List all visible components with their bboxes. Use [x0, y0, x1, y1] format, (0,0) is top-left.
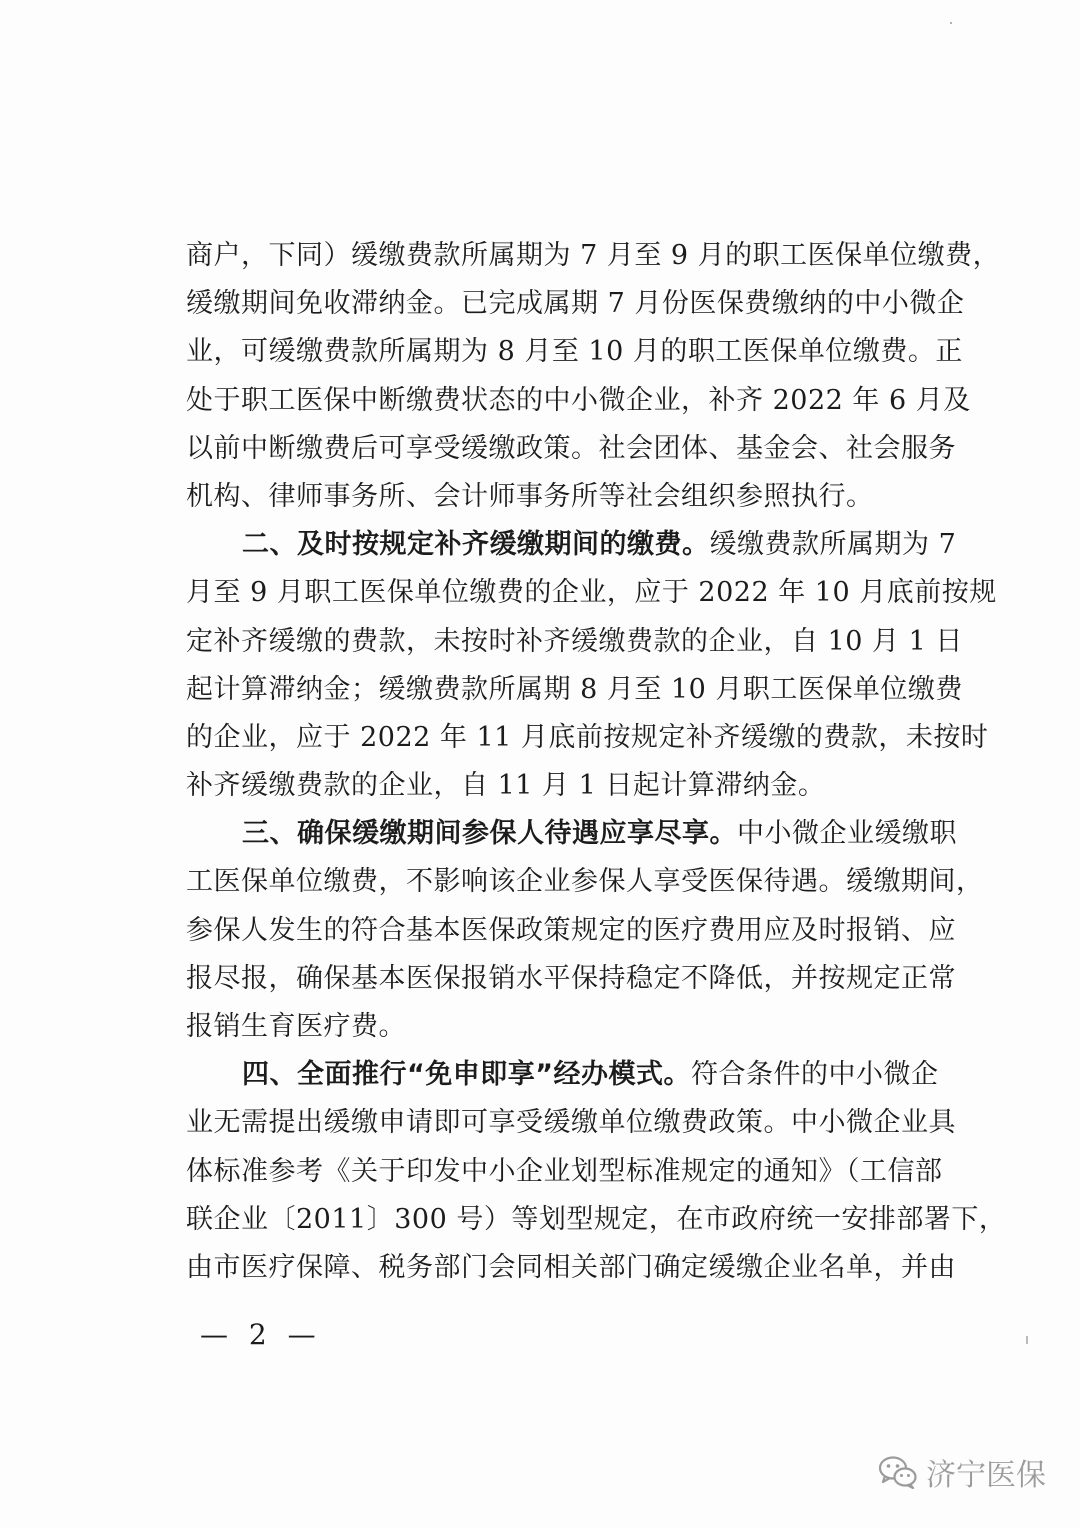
body-text: 业，可缓缴费款所属期为 8 月至 10 月的职工医保单位缴费。正 [186, 336, 963, 368]
text-line [186, 762, 938, 810]
body-text: 处于职工医保中断缴费状态的中小微企业，补齐 2022 年 6 月及 [186, 384, 971, 416]
watermark-text: 济宁医保 [926, 1458, 1046, 1493]
body-text: 工医保单位缴费，不影响该企业参保人享受医保待遇。缓缴期间， [186, 866, 984, 898]
section-heading: 三、确保缓缴期间参保人待遇应享尽享。 [242, 818, 737, 850]
body-text: 起计算滞纳金；缓缴费款所属期 8 月至 10 月职工医保单位缴费 [186, 673, 963, 705]
body-text: 商户，下同）缓缴费款所属期为 7 月至 9 月的职工医保单位缴费， [186, 240, 1001, 271]
scan-mark [1026, 1336, 1028, 1344]
body-text: 参保人发生的符合基本医保政策规定的医疗费用应及时报销、应 [186, 914, 956, 946]
body-text: 报销生育医疗费。 [186, 1011, 406, 1042]
body-text: 补齐缓缴费款的企业，自 11 月 1 日起计算滞纳金。 [186, 770, 826, 802]
text-line [186, 714, 989, 762]
text-line [186, 377, 971, 425]
text-line [186, 1099, 956, 1147]
body-text: 由市医疗保障、税务部门会同相关部门确定缓缴企业名单，并由 [186, 1251, 956, 1283]
body-text: 机构、律师事务所、会计师事务所等社会组织参照执行。 [186, 480, 874, 512]
text-line [186, 1003, 938, 1051]
text-line [186, 666, 963, 714]
text-line [186, 280, 965, 328]
text-line [186, 328, 963, 376]
body-text: 月至 9 月职工医保单位缴费的企业，应于 2022 年 10 月底前按规 [186, 577, 997, 609]
text-line [186, 858, 984, 906]
text-line [186, 1148, 943, 1196]
section-heading: 二、及时按规定补齐缓缴期间的缴费。 [242, 529, 710, 561]
body-text: 定补齐缓缴的费款，未按时补齐缓缴费款的企业，自 10 月 1 日 [186, 625, 963, 657]
text-line [186, 569, 997, 617]
text-line [186, 521, 957, 569]
text-line [186, 907, 956, 955]
section-heading: 四、全面推行“免申即享”经办模式。 [242, 1059, 691, 1091]
text-line [186, 1244, 956, 1292]
text-line [186, 232, 1001, 280]
body-text: 缓缴费款所属期为 7 [709, 529, 957, 561]
text-line [186, 425, 956, 473]
text-line [186, 473, 938, 521]
body-text: 业无需提出缓缴申请即可享受缓缴单位缴费政策。中小微企业具 [186, 1107, 956, 1139]
text-line [186, 618, 963, 666]
body-text: 报尽报，确保基本医保报销水平保持稳定不降低，并按规定正常 [186, 962, 956, 994]
body-text: 以前中断缴费后可享受缓缴政策。社会团体、基金会、社会服务 [186, 432, 956, 464]
document-body [186, 232, 1007, 1292]
body-text: 的企业，应于 2022 年 11 月底前按规定补齐缓缴的费款，未按时 [186, 721, 989, 753]
account-watermark [878, 1450, 1046, 1494]
text-line [186, 1051, 938, 1099]
body-text: 中小微企业缓缴职 [737, 818, 957, 850]
body-text: 体标准参考《关于印发中小企业划型标准规定的通知》（工信部 [186, 1155, 943, 1187]
body-text: 缓缴期间免收滞纳金。已完成属期 7 月份医保费缴纳的中小微企 [186, 288, 965, 320]
page-number: — 2 — [200, 1318, 322, 1351]
text-line [186, 955, 956, 1003]
text-line [186, 1196, 1007, 1244]
body-text: 符合条件的中小微企 [691, 1059, 939, 1091]
body-text: 联企业〔2011〕300 号）等划型规定，在市政府统一安排部署下， [186, 1203, 1007, 1235]
scan-speck [950, 22, 952, 24]
text-line [186, 810, 957, 858]
wechat-icon [878, 1455, 918, 1489]
